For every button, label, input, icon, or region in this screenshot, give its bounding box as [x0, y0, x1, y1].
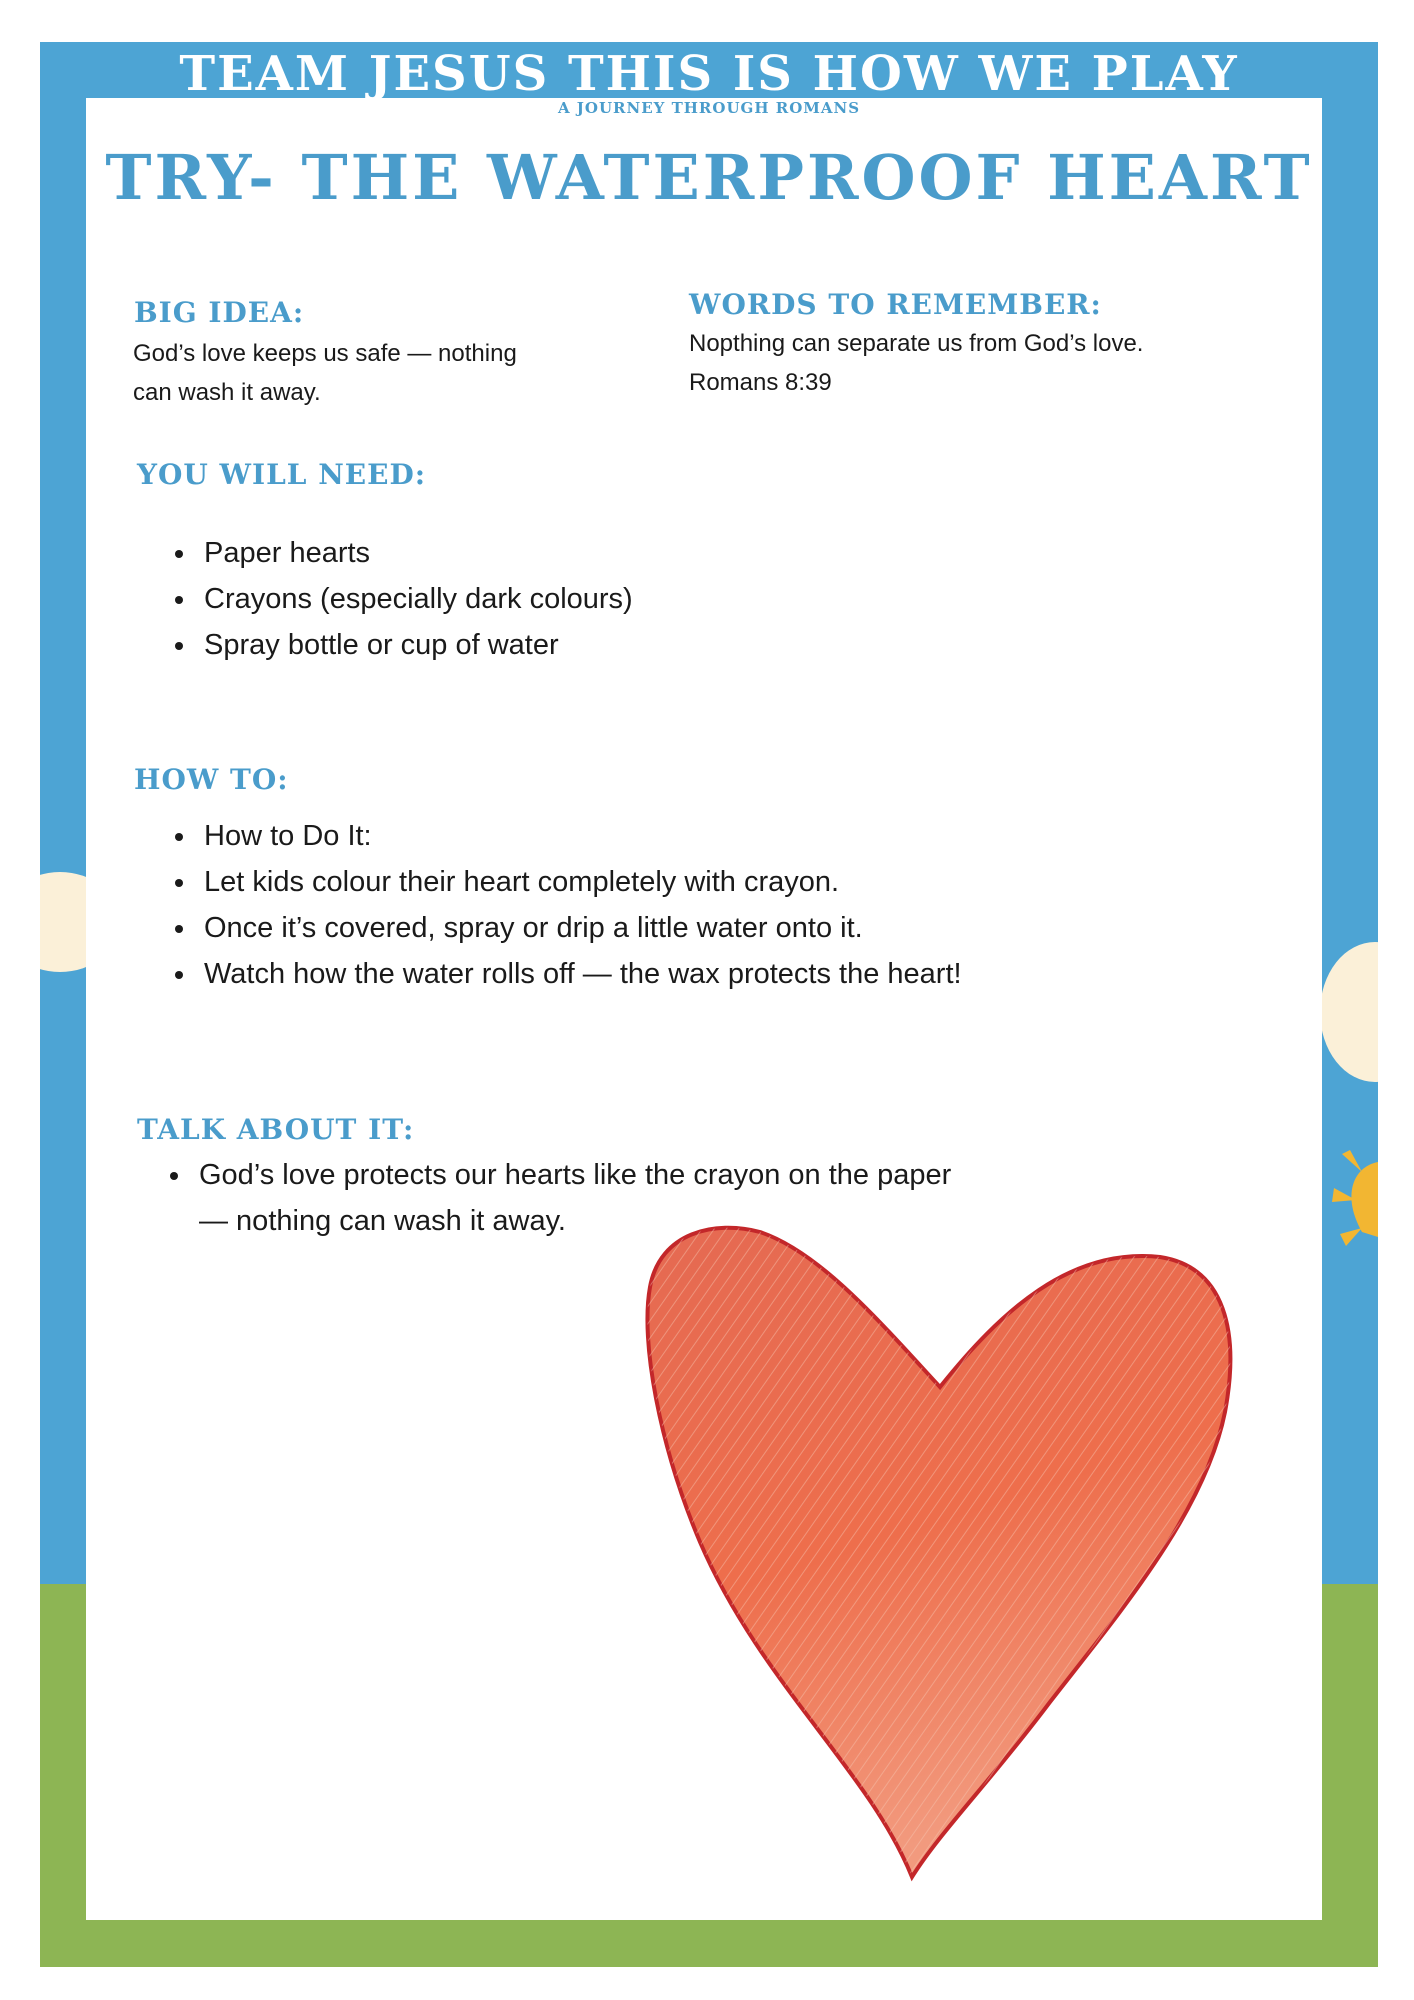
cloud-right	[1320, 942, 1378, 1082]
talk-about-it-heading: TALK ABOUT IT:	[137, 1113, 415, 1146]
crayon-heart-image	[640, 1212, 1240, 1892]
talk-line-1: God’s love protects our hearts like the crayon on the paper	[199, 1159, 952, 1191]
sun-icon	[1322, 1142, 1378, 1252]
big-idea-line-2: can wash it away.	[133, 379, 321, 406]
list-item: • Spray bottle or cup of water	[198, 622, 633, 668]
list-item: • Crayons (especially dark colours)	[198, 576, 633, 622]
banner-subtitle: A JOURNEY THROUGH ROMANS	[557, 99, 861, 117]
how-to-heading: HOW TO:	[134, 763, 289, 796]
big-idea-heading: BIG IDEA:	[134, 296, 305, 329]
list-item: • Watch how the water rolls off — the wax protects the heart!	[198, 951, 962, 997]
banner-title: TEAM JESUS THIS IS HOW WE PLAY	[179, 46, 1239, 102]
you-will-need-heading: YOU WILL NEED:	[137, 458, 427, 491]
list-item: • Once it’s covered, spray or drip a little water onto it.	[198, 905, 962, 951]
list-item: • Let kids colour their heart completely with crayon.	[198, 859, 962, 905]
words-to-remember-heading: WORDS TO REMEMBER:	[689, 288, 1102, 321]
list-item: • How to Do It:	[198, 813, 962, 859]
memory-verse-text: Nopthing can separate us from God’s love.	[689, 330, 1144, 357]
list-item: • Paper hearts	[198, 530, 633, 576]
instructions-list	[158, 813, 962, 997]
heart-icon	[640, 1212, 1240, 1892]
supplies-list	[158, 530, 633, 668]
big-idea-line-1: God’s love keeps us safe — nothing	[133, 340, 517, 367]
page-title: TRY- THE WATERPROOF HEART	[105, 141, 1313, 214]
memory-verse-reference: Romans 8:39	[689, 369, 832, 396]
talk-line-2: — nothing can wash it away.	[199, 1205, 566, 1237]
